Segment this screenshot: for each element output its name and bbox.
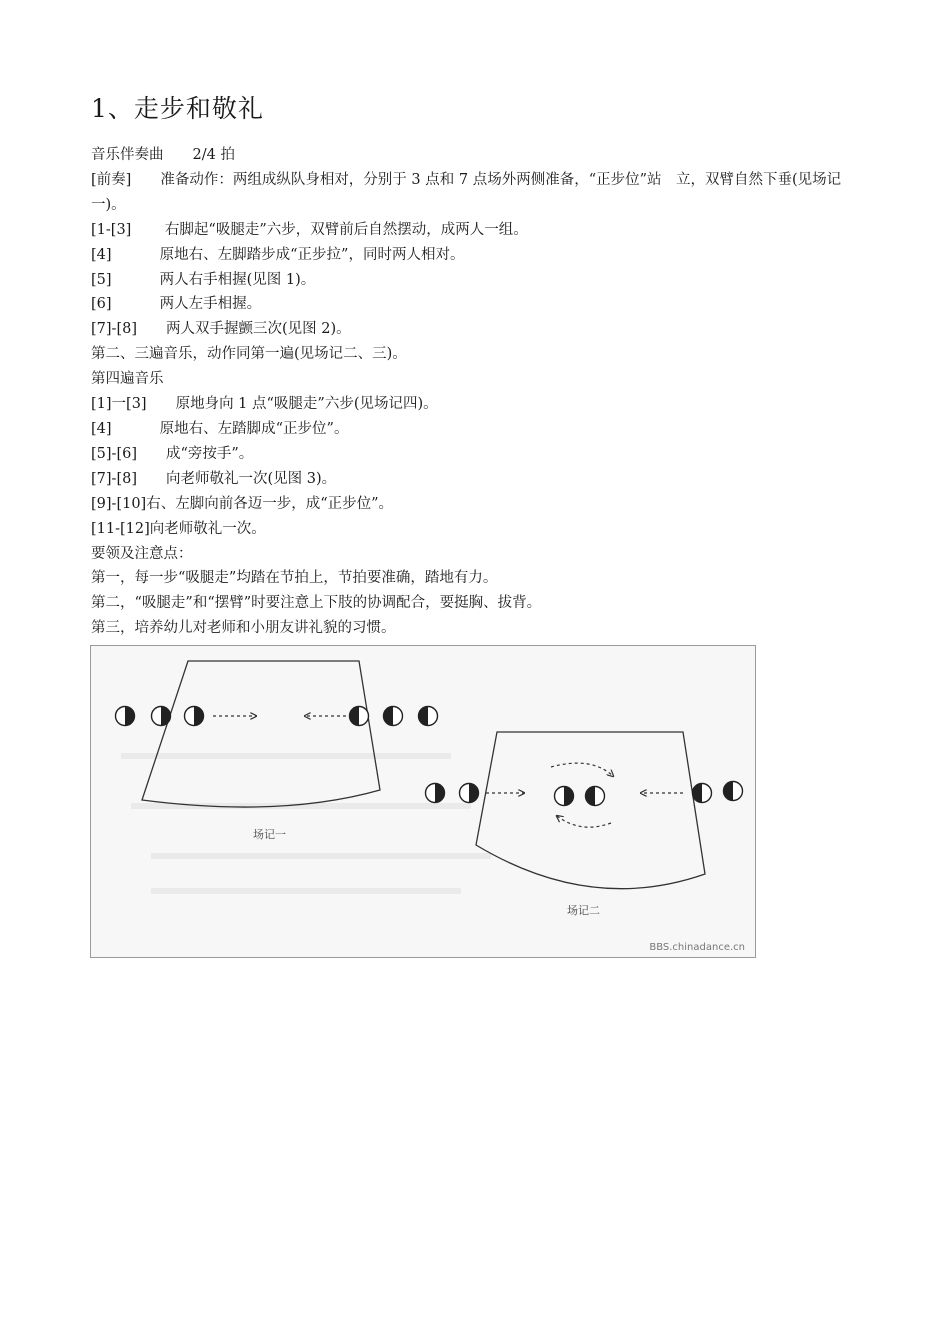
- dancer-marker: [152, 707, 171, 726]
- stage-one-outline: [142, 661, 380, 807]
- text-line: [1]一[3] 原地身向 1 点“吸腿走”六步(见场记四)。: [91, 396, 438, 413]
- dancer-marker: [384, 707, 403, 726]
- dancer-marker: [185, 707, 204, 726]
- text-line: [6] 两人左手相握。: [91, 296, 262, 313]
- dancer-marker: [555, 787, 574, 806]
- text-line: [4] 原地右、左脚踏步成“正步拉”，同时两人相对。: [91, 246, 465, 263]
- dancer-marker: [693, 784, 712, 803]
- dancer-marker: [724, 782, 743, 801]
- curved-arrow: [551, 763, 613, 776]
- text-line: [11-[12]向老师敬礼一次。: [91, 520, 266, 537]
- dancer-marker: [586, 787, 605, 806]
- stage-two-outline: [476, 732, 705, 889]
- text-line: [7]-[8] 两人双手握颤三次(见图 2)。: [91, 321, 351, 338]
- dancer-marker: [460, 784, 479, 803]
- text-line: 第四遍音乐: [91, 371, 164, 388]
- section-title: 1、走步和敬礼: [91, 94, 264, 123]
- text-line: [4] 原地右、左踏脚成“正步位”。: [91, 420, 349, 437]
- dancer-marker: [419, 707, 438, 726]
- stage-diagram: [91, 646, 755, 957]
- text-line: [9]-[10]右、左脚向前各迈一步，成“正步位”。: [91, 495, 394, 512]
- stage-diagram-figure: [90, 645, 756, 958]
- text-line: [5]-[6] 成“旁按手”。: [91, 445, 254, 462]
- text-line: [前奏] 准备动作：两组成纵队身相对，分别于 3 点和 7 点场外两侧准备，“正步位”站 立，双臂自然下垂(见场记一)。: [91, 171, 842, 213]
- body-text: [91, 143, 871, 641]
- stage-one-label: 场记一: [253, 828, 286, 841]
- text-line: 音乐伴奏曲 2/4 拍: [91, 147, 235, 163]
- dancer-marker: [116, 707, 135, 726]
- stage-two-label: 场记二: [567, 904, 600, 917]
- scan-artifacts: [121, 756, 491, 891]
- text-line: 要领及注意点：: [91, 545, 193, 562]
- dancer-marker: [426, 784, 445, 803]
- text-line: [5] 两人右手相握(见图 1)。: [91, 271, 316, 288]
- text-line: 第二，“吸腿走”和“摆臂”时要注意上下肢的协调配合，要挺胸、拔背。: [91, 595, 542, 612]
- watermark: BBS.chinadance.cn: [649, 942, 745, 953]
- dancer-marker: [350, 707, 369, 726]
- text-line: 第三，培养幼儿对老师和小朋友讲礼貌的习惯。: [91, 620, 396, 637]
- text-line: [1-[3] 右脚起“吸腿走”六步，双臂前后自然摆动，成两人一组。: [91, 221, 528, 238]
- text-line: [7]-[8] 向老师敬礼一次(见图 3)。: [91, 470, 337, 487]
- text-line: 第一，每一步“吸腿走”均踏在节拍上，节拍要准确，踏地有力。: [91, 570, 498, 587]
- curved-arrow: [557, 816, 611, 827]
- text-line: 第二、三遍音乐，动作同第一遍(见场记二、三)。: [91, 346, 407, 363]
